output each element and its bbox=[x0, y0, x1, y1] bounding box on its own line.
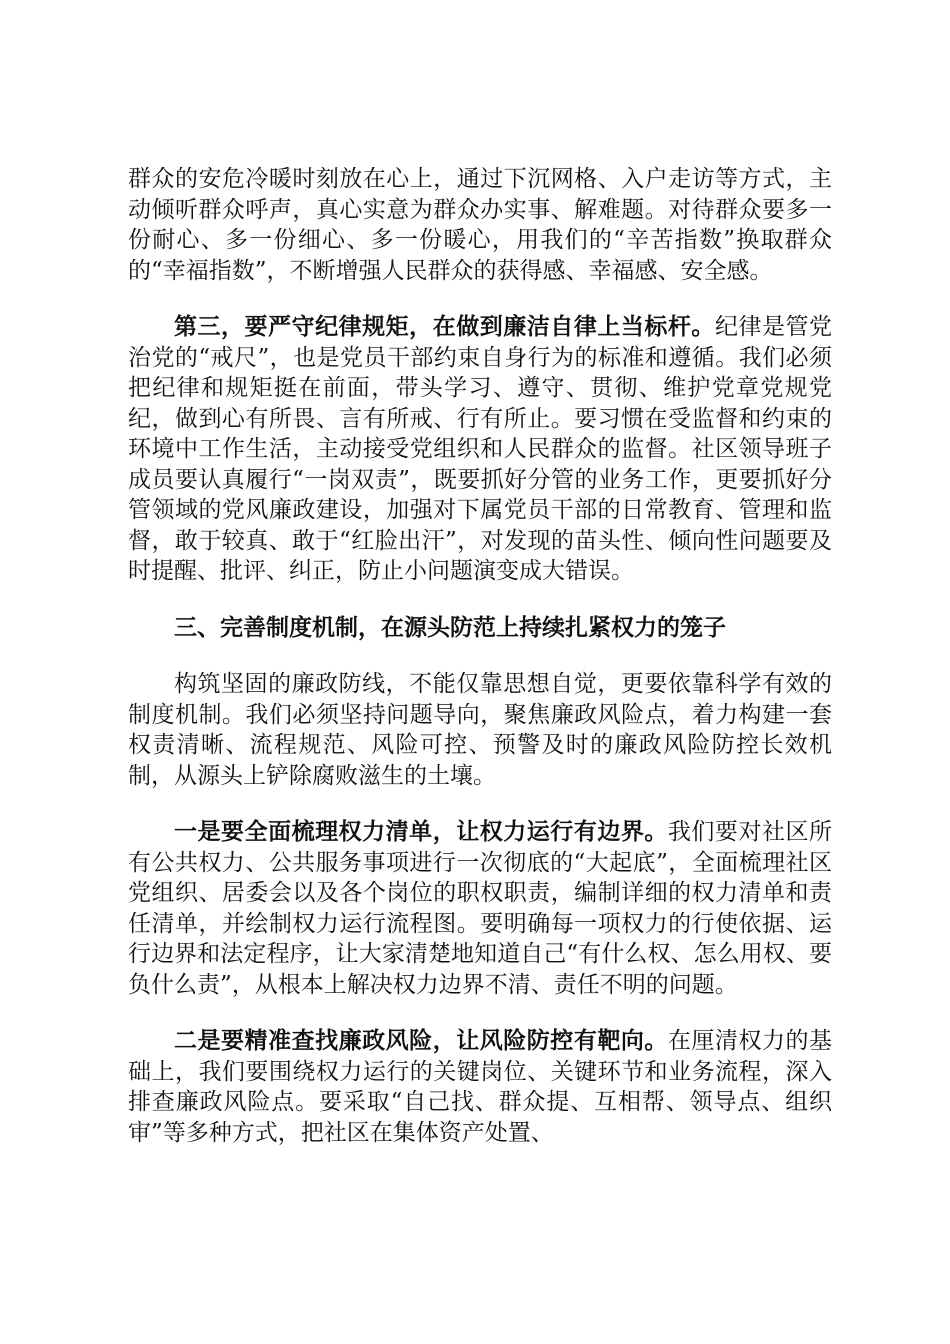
paragraph-point-one bbox=[128, 817, 832, 1000]
paragraph-point-two bbox=[128, 1026, 832, 1148]
document-body bbox=[128, 164, 832, 1174]
paragraph-text: 纪律是管党治党的“戒尺”，也是党员干部约束自身行为的标准和遵循。我们必须把纪律和规矩挺在前面，带头学习、遵守、贯彻、维护党章党规党纪，做到心有所畏、言有所戒、行有所止。要习惯在受监督和约束的环境中工作生活，主动接受党组织和人民群众的监督。社区领导班子成员要认真履行“一岗双责”，既要抓好分管的业务工作，更要抓好分管领域的党风廉政建设，加强对下属党员干部的日常教育、管理和监督，敢于较真、敢于“红脸出汗”，对发现的苗头性、倾向性问题要及时提醒、批评、纠正，防止小问题演变成大错误。 bbox=[128, 314, 833, 584]
paragraph-intro bbox=[128, 669, 832, 791]
paragraph-continuation bbox=[128, 164, 832, 286]
paragraph-third-point bbox=[128, 312, 832, 587]
paragraph-text: 在厘清权力的基础上，我们要围绕权力运行的关键岗位、关键环节和业务流程，深入排查廉政风险点。要采取“自己找、群众提、互相帮、领导点、组织审”等多种方式，把社区在集体资产处置、 bbox=[128, 1028, 833, 1146]
paragraph-lead: 二是要精准查找廉政风险，让风险防控有靶向。 bbox=[174, 1027, 668, 1054]
paragraph-lead: 第三，要严守纪律规矩，在做到廉洁自律上当标杆。 bbox=[174, 313, 715, 340]
paragraph-text: 我们要对社区所有公共权力、公共服务事项进行一次彻底的“大起底”，全面梳理社区党组织、居委会以及各个岗位的职权职责，编制详细的权力清单和责任清单，并绘制权力运行流程图。要明确每一项权力的行使依据、运行边界和法定程序，让大家清楚地知道自己“有什么权、怎么用权、要负什么责”，从根本上解决权力边界不清、责任不明的问题。 bbox=[128, 819, 833, 998]
paragraph-lead: 一是要全面梳理权力清单，让权力运行有边界。 bbox=[174, 818, 668, 845]
section-heading: 三、完善制度机制，在源头防范上持续扎紧权力的笼子 bbox=[174, 613, 726, 641]
paragraph-text: 群众的安危冷暖时刻放在心上，通过下沉网格、入户走访等方式，主动倾听群众呼声，真心实意为群众办实事、解难题。对待群众要多一份耐心、多一份细心、多一份暖心，用我们的“辛苦指数”换取群众的“幸福指数”，不断增强人民群众的获得感、幸福感、安全感。 bbox=[128, 166, 832, 284]
paragraph-text: 构筑坚固的廉政防线，不能仅靠思想自觉，更要依靠科学有效的制度机制。我们必须坚持问题导向，聚焦廉政风险点，着力构建一套权责清晰、流程规范、风险可控、预警及时的廉政风险防控长效机制，从源头上铲除腐败滋生的土壤。 bbox=[128, 671, 832, 789]
